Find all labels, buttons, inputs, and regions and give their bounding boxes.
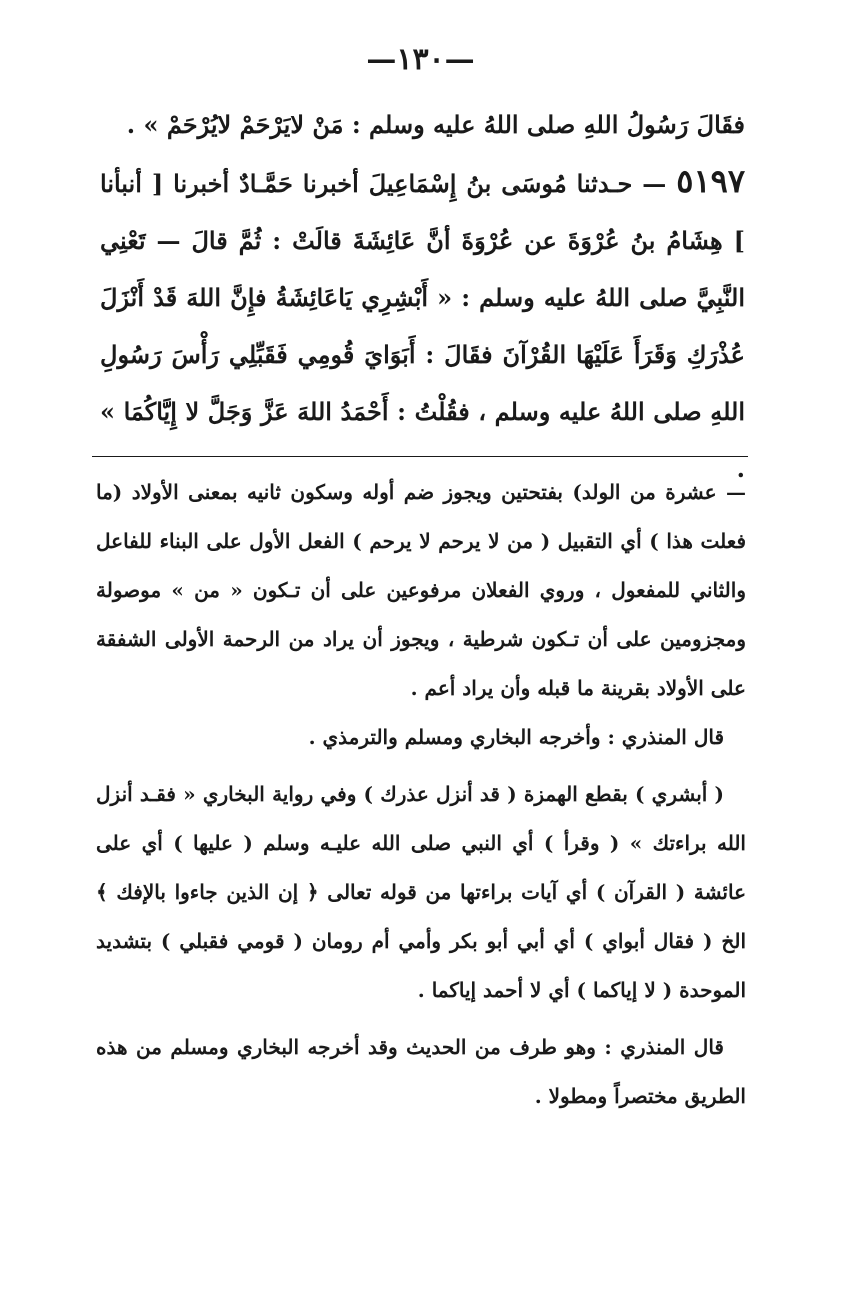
commentary-paragraph-2: قال المنذري : وأخرجه البخاري ومسلم والترمذي . [308,725,724,749]
hadith-chain: — حـدثنا مُوسَى بنُ إِسْمَاعِيلَ أخبرنا حَمَّـادٌ أخبرنا [ أنبأنا ] هِشَامُ بنُ عُرْوَةَ عن عُرْوَةَ أنَّ عَائِشَةَ قالَتْ : ثُمَّ قالَ — تَعْنِي النَّبِيَّ صلى اللهُ عليه وسلم : « أَبْشِرِي يَاعَائِشَةُ فإِنَّ اللهَ قَدْ أَنْزَلَ عُذْرَكِ وَقَرَأَ عَلَيْهَا القُرْآنَ فقَالَ : أَبَوَايَ قُومِي فَقَبِّلِي رَأْسَ رَسُولِ اللهِ صلى اللهُ عليه وسلم ، فقُلْتُ : أَحْمَدُ اللهَ عَزَّ وَجَلَّ لا إِيَّاكُمَا » . [100,169,745,483]
hadith-text [100,96,745,497]
page-number: —١٣٠— [366,42,475,77]
hadith-closing-line: فقَالَ رَسُولُ اللهِ صلى اللهُ عليه وسلم : مَنْ لايَرْحَمْ لايُرْحَمْ » . [126,110,745,139]
commentary [96,468,746,1121]
commentary-paragraph-4: قال المنذري : وهو طرف من الحديث وقد أخرجه البخاري ومسلم من هذه الطريق مختصراً ومطولا . [96,1035,746,1108]
footnote-divider [92,456,748,457]
hadith-number: ٥١٩٧ [676,162,746,200]
commentary-paragraph-3: ( أبشري ) بقطع الهمزة ( قد أنزل عذرك ) وفي رواية البخاري « فقـد أنزل الله براءتك » ( وقرأ ) أي النبي صلى الله عليـه وسلم ( عليها ) أي على عائشة ( القرآن ) أي آيات براءتها من قوله تعالى ﴿ إن الذين جاءوا بالإفك ﴾ الخ ( فقال أبواي ) أي أبي أبو بكر وأمي أم رومان ( قومي فقبلي ) بتشديد الموحدة ( لا إياكما ) أي لا أحمد إياكما . [96,782,746,1002]
hadith-body [100,153,745,497]
commentary-paragraph-1: — عشرة من الولد) بفتحتين ويجوز ضم أوله وسكون ثانيه بمعنى الأولاد (ما فعلت هذا ) أي التقبيل ( من لا يرحم لا يرحم ) الفعل الأول على البناء للفاعل والثاني للمفعول ، وروي الفعلان مرفوعين على أن تـكون « من » موصولة ومجزومين على أن تـكون شرطية ، ويجوز أن يراد من الرحمة الأولى الشفقة على الأولاد بقرينة ما قبله وأن يراد أعم . [96,480,746,700]
